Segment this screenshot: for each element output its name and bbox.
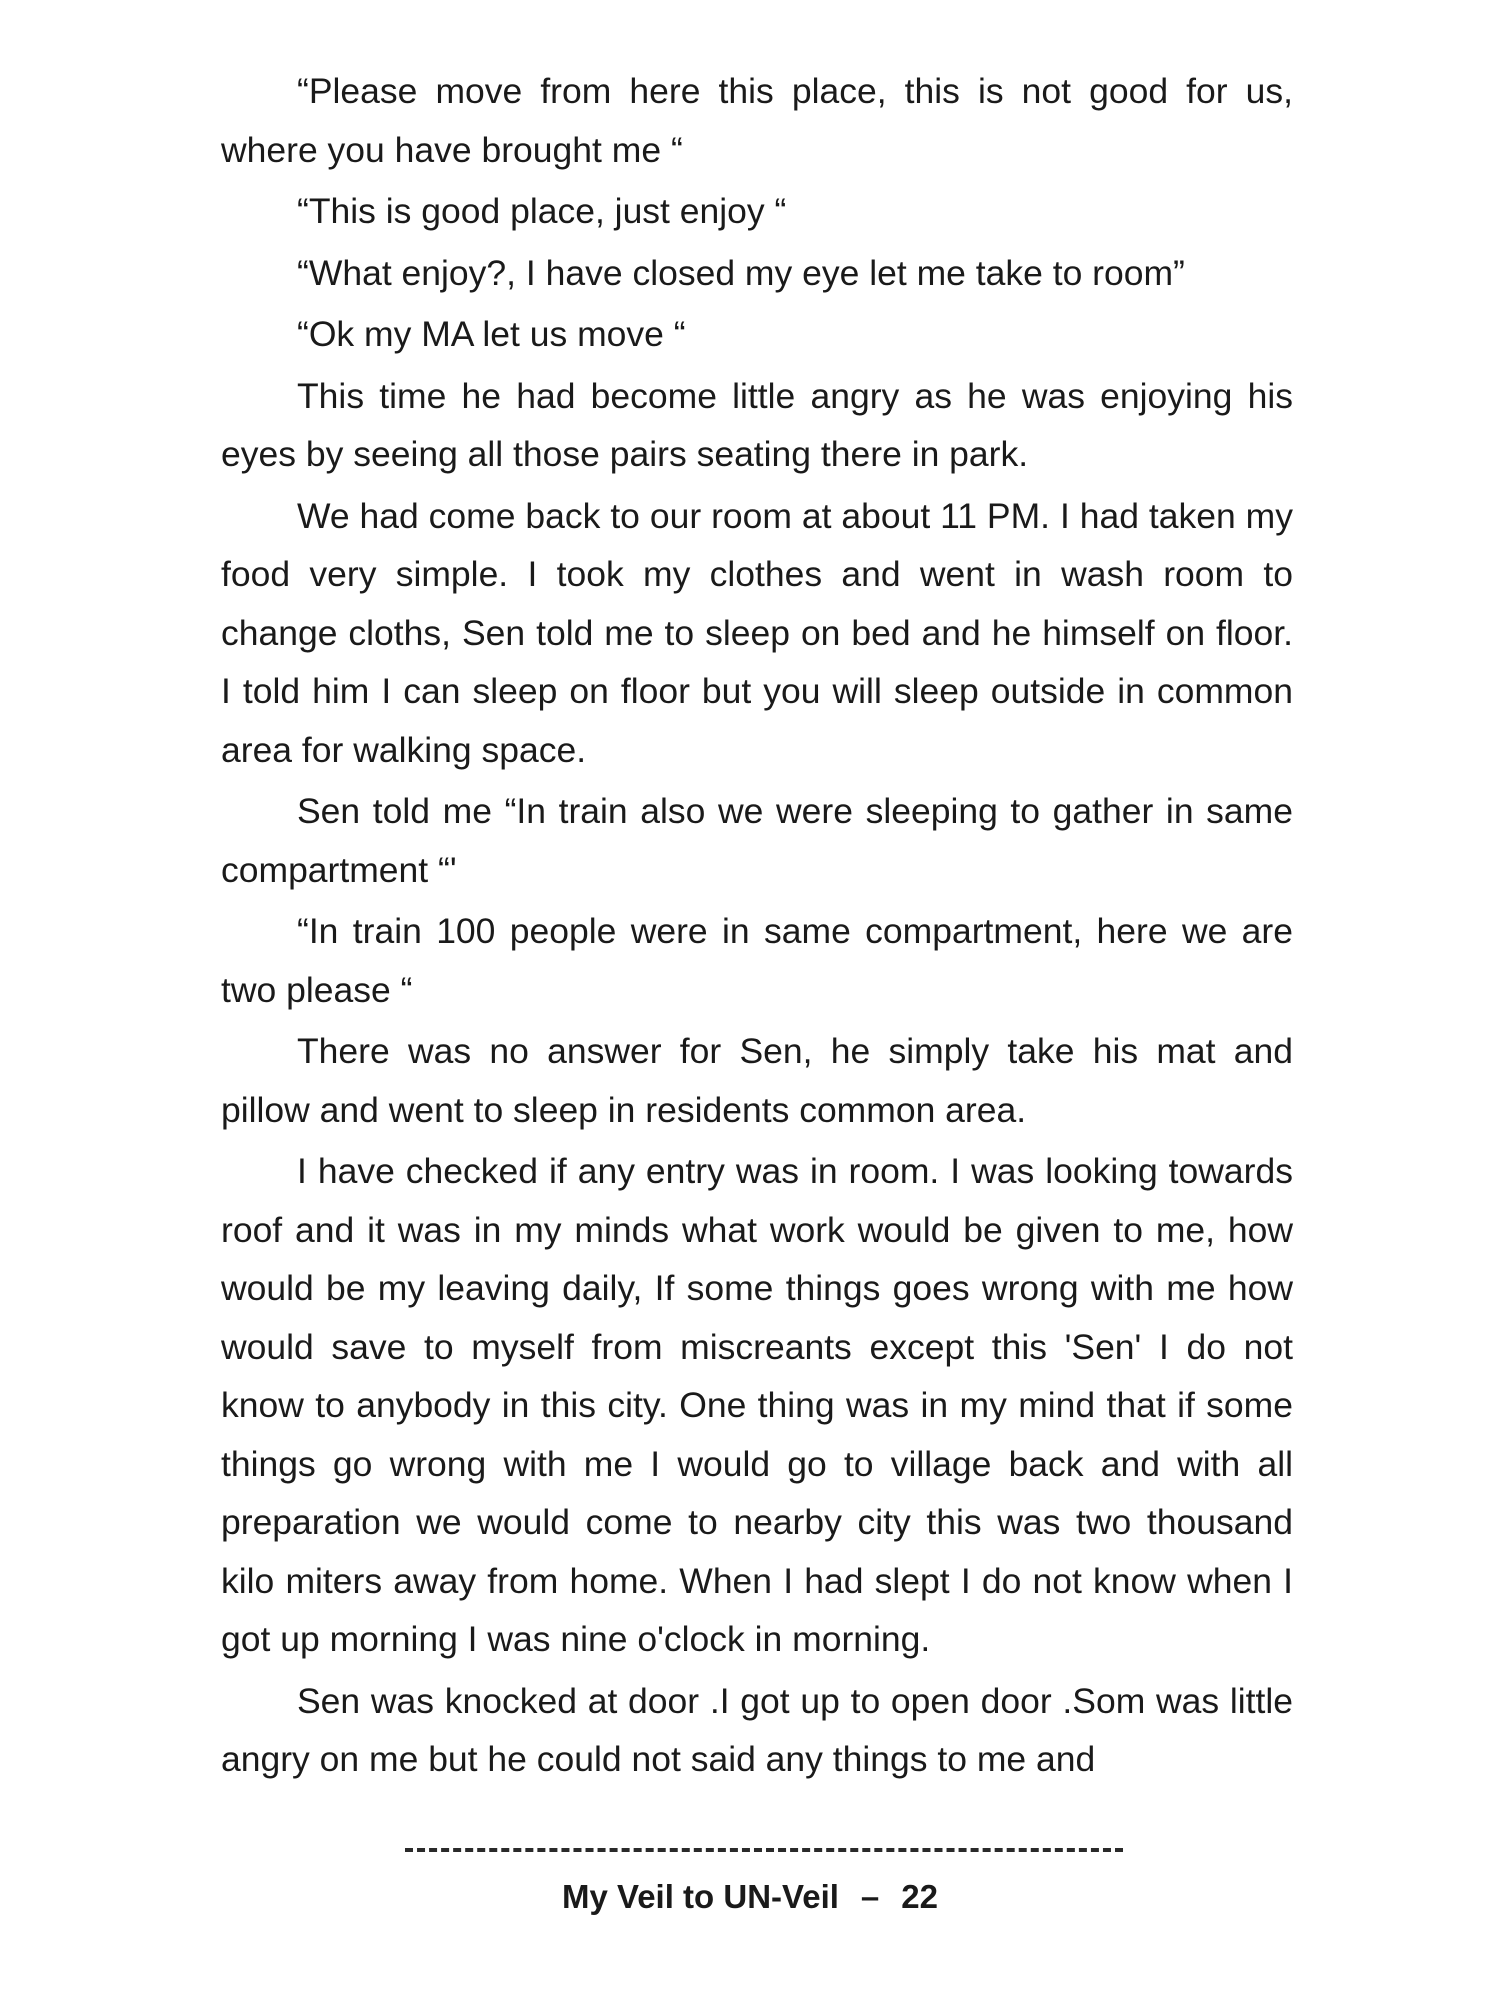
paragraph: There was no answer for Sen, he simply take his mat and pillow and went to sleep in residents common area. (221, 1031, 1293, 1130)
paragraph: I have checked if any entry was in room. I was looking towards roof and it was in my minds what work would be given to me, how would be my leaving daily, If some things goes wrong with me how would save to myself from miscreants except this 'Sen' I do not know to anybody in this city. One thing was in my mind that if some things go wrong with me I would go to village back and with all preparation we would come to nearby city this was two thousand kilo miters away from home. When I had slept I do not know when I got up morning I was nine o'clock in morning. (221, 1151, 1293, 1659)
paragraph: “In train 100 people were in same compartment, here we are two please “ (221, 911, 1293, 1010)
paragraph: Sen told me “In train also we were sleeping to gather in same compartment “' (221, 791, 1293, 890)
paragraph: We had come back to our room at about 11 PM. I had taken my food very simple. I took my clothes and went in wash room to change cloths, Sen told me to sleep on bed and he himself on floor. I told him I can sleep on floor but you will sleep outside in common area for walking space. (221, 495, 1293, 770)
footer-separator: – (860, 1878, 880, 1915)
footer-divider (405, 1848, 1123, 1852)
page-number: 22 (901, 1878, 938, 1915)
paragraph: This time he had become little angry as he was enjoying his eyes by seeing all those pairs seating there in park. (221, 375, 1293, 474)
page-footer (0, 1878, 1500, 1916)
paragraph: “This is good place, just enjoy “ (297, 191, 787, 231)
paragraph: “What enjoy?, I have closed my eye let me take to room” (297, 252, 1185, 293)
book-title: My Veil to UN-Veil (562, 1878, 839, 1915)
paragraph: “Please move from here this place, this is not good for us, where you have brought me “ (221, 71, 1293, 170)
paragraph: Sen was knocked at door .I got up to open door .Som was little angry on me but he could not said any things to me and (221, 1680, 1293, 1779)
paragraph: “Ok my MA let us move “ (297, 314, 686, 354)
body-text (221, 62, 1293, 1789)
